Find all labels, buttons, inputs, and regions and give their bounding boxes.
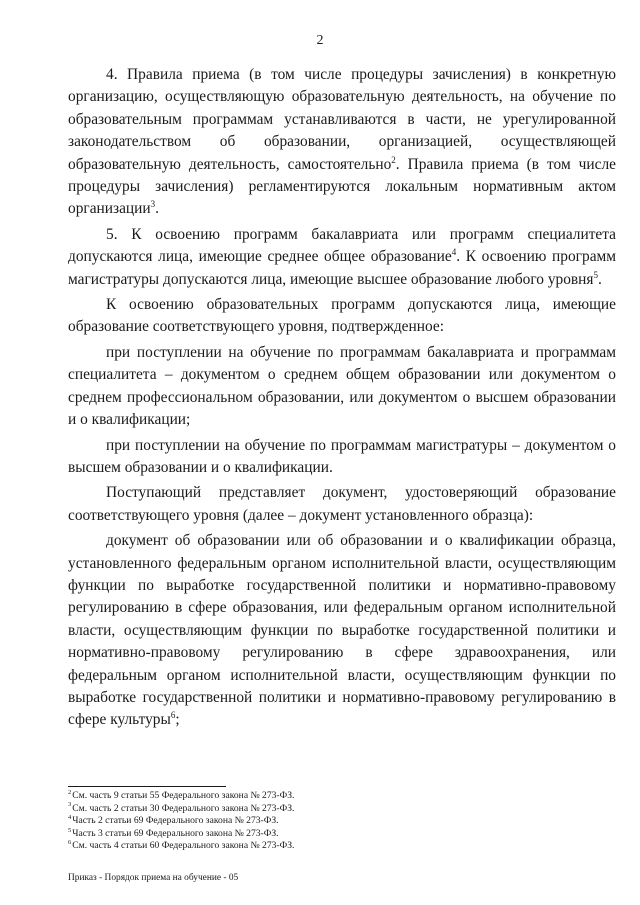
footnote-reference: 6 [170,710,176,721]
footnote-text: Часть 2 статьи 69 Федерального закона № 273-ФЗ. [72,815,279,827]
paragraph-text: 5. К освоению программ бакалавриата или программ специалитета допускаются лица, имеющие среднее общее образование [68,225,616,266]
footnote [68,815,568,828]
paragraph-text: при поступлении на обучение по программам бакалавриата и программам специалитета – документом о среднем общем образовании или документом о среднем профессиональном образовании, или документом о высшем образовании и о квалификации; [68,343,616,429]
footnote-reference: 4 [451,247,457,258]
footnote-mark: 5 [68,826,72,834]
paragraph-text: . К освоению программ магистратуры допускаются лица, имеющие высшее образование любого уровня [68,248,616,288]
paragraph [68,482,616,527]
paragraph [68,64,616,221]
footnote-text: См. часть 9 статьи 55 Федерального закона № 273-ФЗ. [72,790,295,801]
paragraph-text: . [155,200,159,218]
footnote [68,790,568,803]
paragraph-text: . Правила приема (в том числе процедуры зачисления) регламентируются локальным нормативным актом организации [68,155,616,218]
footnote-mark: 6 [68,839,72,847]
paragraph-text: Поступающий представляет документ, удостоверяющий образование соответствующего уровня (далее – документ установленного образца): [68,484,616,524]
footnote [68,840,568,853]
footnote-reference: 3 [150,199,156,210]
paragraph-text: К освоению образовательных программ допускаются лица, имеющие образование соответствующего уровня, подтвержденное: [68,296,616,336]
footnote-mark: 3 [68,801,72,809]
page-footer: Приказ - Порядок приема на обучение - 05 [68,873,239,883]
paragraph-text: при поступлении на обучение по программам магистратуры – документом о высшем образовании и о квалификации. [68,436,616,476]
paragraph-text: документ об образовании или об образовании и о квалификации образца, установленного федеральным органом исполнительной власти, осуществляющим функции по выработке государственной политики и нормативно-правовому регулированию в сфере образования, или федеральным органом исполнительной власти, осуществляющим функции по выработке государственной политики и нормативно-правовому регулированию в сфере здравоохранения, или федеральным органом исполнительной власти, осуществляющим функции по выработке государственной политики и нормативно-правовому регулированию в сфере культуры [68,532,616,729]
paragraph [68,224,616,291]
footnotes [68,790,568,853]
body-text [68,64,616,735]
paragraph [68,435,616,480]
paragraph-text: . [598,270,602,288]
page-number: 2 [316,33,324,48]
paragraph [68,294,616,339]
footnote-reference: 2 [391,154,396,165]
footnote [68,803,568,816]
footnote-reference: 5 [593,269,598,280]
footnote-text: См. часть 4 статьи 60 Федерального закона № 273-ФЗ. [72,840,295,852]
footnote-mark: 2 [68,788,72,796]
paragraph-text: 4. Правила приема (в том числе процедуры зачисления) в конкретную организацию, осуществляющую образовательную деятельность, на обучение по образовательным программам устанавливаются в части, не урегулированной законодательством об образовании, организацией, осуществляющей образовательную деятельность, самостоятельно [68,66,616,173]
paragraph [68,342,616,432]
footnote [68,828,568,841]
paragraph [68,530,616,732]
footnote-text: Часть 3 статьи 69 Федерального закона № 273-ФЗ. [72,827,279,839]
paragraph-text: ; [175,711,180,729]
footnote-text: См. часть 2 статьи 30 Федерального закона № 273-ФЗ. [72,802,295,814]
footnote-separator [68,786,226,787]
footnote-mark: 4 [68,814,72,821]
